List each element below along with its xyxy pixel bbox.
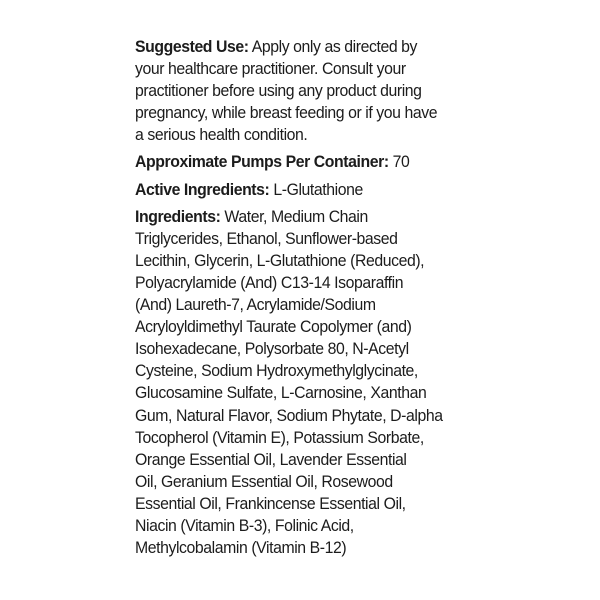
ingredients-line: Polyacrylamide (And) C13-14 Isoparaffin (135, 272, 404, 292)
active-ingredients-label: Active Ingredients: (135, 179, 270, 199)
ingredients-line: Cysteine, Sodium Hydroxymethylglycinate, (135, 361, 418, 381)
suggested-use-line-1 (135, 36, 456, 58)
suggested-use-label: Suggested Use: (135, 37, 249, 56)
pumps-label: Approximate Pumps Per Container: (135, 152, 389, 172)
suggested-use-text: Apply only as directed by (248, 37, 418, 56)
ingredients-line: Acryloyldimethyl Taurate Copolymer (and) (135, 317, 412, 337)
ingredients-line: (And) Laureth-7, Acrylamide/Sodium (135, 295, 376, 315)
ingredients-line: Glucosamine Sulfate, L-Carnosine, Xanthan (135, 383, 427, 403)
ingredients-label: Ingredients: (135, 206, 221, 226)
ingredients-line-1 (135, 206, 456, 228)
ingredients-line: Lecithin, Glycerin, L-Glutathione (Reduced), (135, 250, 425, 270)
supplement-label-panel (135, 36, 480, 559)
ingredients-line: Oil, Geranium Essential Oil, Rosewood (135, 471, 393, 491)
ingredients-line: Methylcobalamin (Vitamin B-12) (135, 538, 347, 558)
pumps-line (135, 151, 456, 173)
suggested-use-line: a serious health condition. (135, 125, 308, 145)
active-ingredients-value: L-Glutathione (269, 179, 363, 199)
ingredients-line: Triglycerides, Ethanol, Sunflower-based (135, 228, 398, 248)
pumps-value: 70 (388, 152, 410, 172)
ingredients-text: Water, Medium Chain (220, 206, 368, 226)
ingredients-section (135, 206, 480, 560)
suggested-use-section (135, 36, 480, 146)
pumps-section (135, 151, 480, 173)
ingredients-line: Isohexadecane, Polysorbate 80, N-Acetyl (135, 339, 409, 359)
suggested-use-line: pregnancy, while breast feeding or if you have (135, 103, 438, 123)
active-ingredients-line (135, 179, 456, 201)
ingredients-line: Essential Oil, Frankincense Essential Oil, (135, 493, 406, 513)
ingredients-line: Gum, Natural Flavor, Sodium Phytate, D-alpha (135, 405, 443, 425)
suggested-use-line: practitioner before using any product during (135, 81, 422, 101)
active-ingredients-section (135, 179, 480, 201)
ingredients-line: Orange Essential Oil, Lavender Essential (135, 449, 407, 469)
ingredients-line: Niacin (Vitamin B-3), Folinic Acid, (135, 515, 354, 535)
suggested-use-line: your healthcare practitioner. Consult your (135, 59, 406, 79)
ingredients-line: Tocopherol (Vitamin E), Potassium Sorbate, (135, 427, 424, 447)
